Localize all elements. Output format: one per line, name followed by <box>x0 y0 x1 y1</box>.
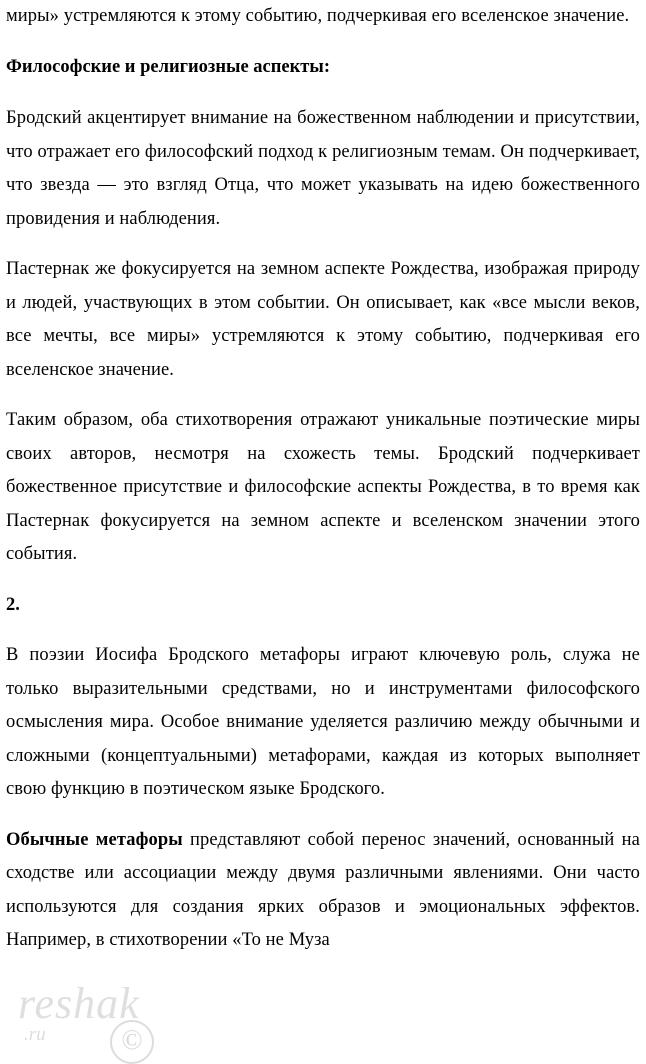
paragraph: Пастернак же фокусируется на земном аспекте Рождества, изображая природу и людей, участвующих в этом событии. Он описывает, как «все мысли веков, все мечты, все миры» устремляются к этому событию, подчеркивая его вселенское значение. <box>6 259 640 380</box>
question-number: 2. <box>6 594 20 615</box>
paragraph: Таким образом, оба стихотворения отражают уникальные поэтические миры своих авторов, несмотря на схожесть темы. Бродский подчеркивает божественное присутствие и философские аспекты Рождества, в то время как Пастернак фокусируется на земном аспекте и вселенском значении этого события. <box>6 410 640 564</box>
lead-term: Обычные метафоры <box>6 829 183 850</box>
document-body <box>6 0 640 958</box>
watermark <box>18 979 143 1056</box>
paragraph: В поэзии Иосифа Бродского метафоры играют ключевую роль, служа не только выразительными средствами, но и инструментами философского осмысления мира. Особое внимание уделяется различию между обычными и сложными (концептуальными) метафорами, каждая из которых выполняет свою функцию в поэтическом языке Бродского. <box>6 645 640 799</box>
paragraph-with-lead <box>6 824 640 958</box>
copyright-icon: © <box>110 1020 154 1064</box>
section-heading: Философские и религиозные аспекты: <box>6 56 330 77</box>
watermark-suffix: .ru <box>24 1024 46 1045</box>
watermark-text: reshak <box>18 979 140 1028</box>
paragraph: Бродский акцентирует внимание на божественном наблюдении и присутствии, что отражает его философский подход к религиозным темам. Он подчеркивает, что звезда — это взгляд Отца, что может указывать на идею божественного провидения и наблюдения. <box>6 108 640 229</box>
paragraph: миры» устремляются к этому событию, подчеркивая его вселенское значение. <box>6 6 630 26</box>
paragraph-text: представляют собой перенос значений, основанный на сходстве или ассоциации между двумя различными явлениями. Они часто используются для создания ярких образов и эмоциональных эффектов. Например, в стихотворении «То не Муза <box>6 829 640 950</box>
